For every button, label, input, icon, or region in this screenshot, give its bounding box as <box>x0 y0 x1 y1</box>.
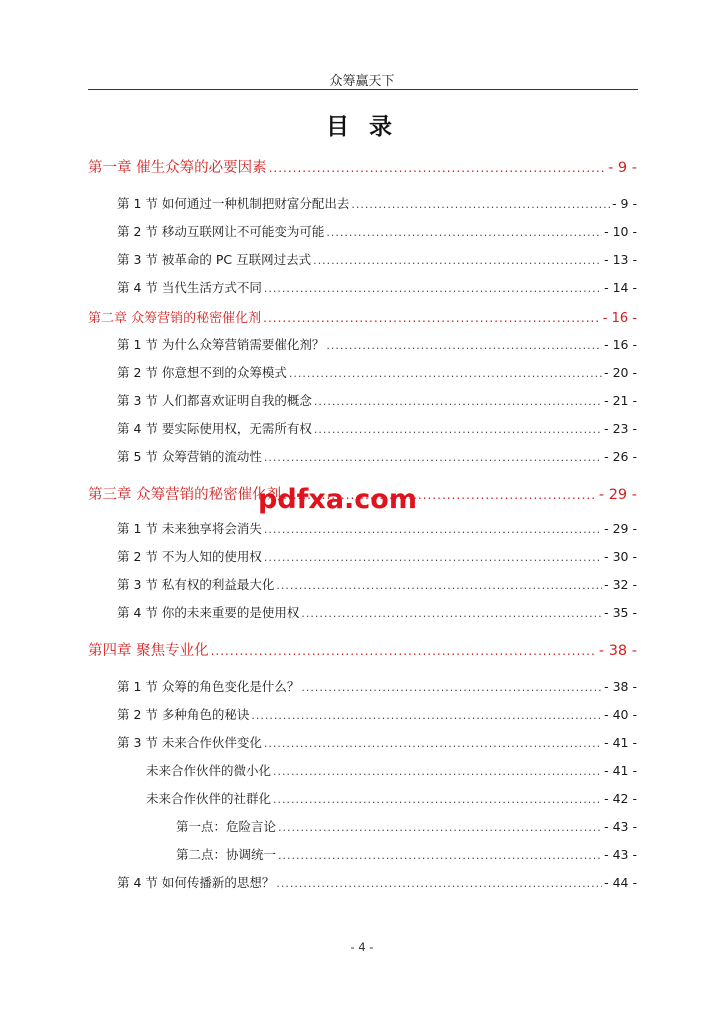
toc-section[interactable] <box>117 733 637 751</box>
dot-leader <box>264 451 602 464</box>
dot-leader <box>326 339 602 352</box>
dot-leader <box>301 681 602 694</box>
toc-label: 第 4 节 当代生活方式不同 <box>117 280 262 295</box>
toc-page: - 32 - <box>604 577 637 592</box>
toc-page: - 29 - <box>598 487 637 503</box>
page-number: - 4 - <box>350 940 374 954</box>
toc-page: - 42 - <box>604 791 637 806</box>
toc-section[interactable] <box>117 575 637 593</box>
toc-section[interactable] <box>117 250 637 268</box>
toc-label: 第 1 节 为什么众筹营销需要催化剂？ <box>117 337 325 352</box>
toc-page: - 16 - <box>602 311 637 326</box>
dot-leader <box>278 821 602 834</box>
dot-leader <box>264 737 602 750</box>
toc-label: 未来合作伙伴的微小化 <box>146 763 272 778</box>
toc-label: 第 3 节 人们都喜欢证明自我的概念 <box>117 393 312 408</box>
dot-leader <box>273 793 602 806</box>
toc-page: - 23 - <box>604 421 637 436</box>
toc-page: - 29 - <box>604 521 637 536</box>
dot-leader <box>326 226 602 239</box>
toc-section[interactable] <box>117 222 637 240</box>
toc-page: - 9 - <box>612 196 637 211</box>
toc-chapter[interactable] <box>88 639 637 660</box>
toc-section[interactable] <box>117 873 637 891</box>
watermark: pdfxa.com <box>258 484 417 515</box>
dot-leader <box>351 198 610 211</box>
toc-label: 第 2 节 你意想不到的众筹模式 <box>117 365 287 380</box>
toc-section[interactable] <box>117 705 637 723</box>
toc-page: - 38 - <box>598 643 637 659</box>
dot-leader <box>276 877 602 890</box>
toc-label: 第三章 众筹营销的秘密催化剂 <box>88 487 282 503</box>
toc-page: - 38 - <box>604 679 637 694</box>
toc-subsection[interactable] <box>146 789 637 807</box>
dot-leader <box>314 423 602 436</box>
toc-section[interactable] <box>117 194 637 212</box>
toc-point[interactable] <box>176 845 637 863</box>
toc-section[interactable] <box>117 677 637 695</box>
dot-leader <box>314 395 602 408</box>
toc-label: 第 2 节 移动互联网让不可能变为可能 <box>117 224 325 239</box>
toc-label: 第一点：危险言论 <box>176 819 277 834</box>
dot-leader <box>269 161 606 175</box>
toc-section[interactable] <box>117 363 637 381</box>
toc-page: - 16 - <box>604 337 637 352</box>
toc-section[interactable] <box>117 335 637 353</box>
dot-leader <box>301 607 602 620</box>
toc-page: - 9 - <box>608 160 637 176</box>
toc-section[interactable] <box>117 603 637 621</box>
toc-section[interactable] <box>117 547 637 565</box>
dot-leader <box>211 644 597 658</box>
dot-leader <box>264 282 602 295</box>
dot-leader <box>278 849 602 862</box>
toc-label: 第 4 节 你的未来重要的是使用权 <box>117 605 300 620</box>
dot-leader <box>276 579 602 592</box>
toc-page: - 26 - <box>604 449 637 464</box>
toc-label: 第一章 催生众筹的必要因素 <box>88 160 267 176</box>
toc-page: - 35 - <box>604 605 637 620</box>
toc-subsection[interactable] <box>146 761 637 779</box>
toc-label: 第 2 节 多种角色的秘诀 <box>117 707 250 722</box>
toc-point[interactable] <box>176 817 637 835</box>
dot-leader <box>289 367 602 380</box>
header-divider <box>88 89 638 90</box>
toc-label: 第四章 聚焦专业化 <box>88 643 209 659</box>
toc-label: 第 1 节 众筹的角色变化是什么？ <box>117 679 300 694</box>
toc-page: - 10 - <box>604 224 637 239</box>
toc-page: - 21 - <box>604 393 637 408</box>
toc-title: 目 录 <box>325 114 398 140</box>
toc-label: 第二点：协调统一 <box>176 847 277 862</box>
toc-page: - 20 - <box>604 365 637 380</box>
toc-page: - 40 - <box>604 707 637 722</box>
toc-label: 第 1 节 如何通过一种机制把财富分配出去 <box>117 196 350 211</box>
toc-label: 第 3 节 被革命的 PC 互联网过去式 <box>117 252 312 267</box>
toc-section[interactable] <box>117 447 637 465</box>
toc-label: 第二章 众筹营销的秘密催化剂 <box>88 311 262 326</box>
running-header: 众筹赢天下 <box>329 74 395 89</box>
toc-page: - 44 - <box>604 875 637 890</box>
dot-leader <box>264 551 602 564</box>
toc-label: 第 4 节 要实际使用权，无需所有权 <box>117 421 312 436</box>
toc-chapter[interactable] <box>88 307 637 326</box>
toc-label: 第 5 节 众筹营销的流动性 <box>117 449 262 464</box>
toc-page: - 43 - <box>604 819 637 834</box>
toc-label: 第 3 节 私有权的利益最大化 <box>117 577 275 592</box>
toc-page: - 30 - <box>604 549 637 564</box>
toc-label: 未来合作伙伴的社群化 <box>146 791 272 806</box>
toc-section[interactable] <box>117 391 637 409</box>
toc-chapter[interactable] <box>88 156 637 177</box>
dot-leader <box>263 311 601 325</box>
toc-label: 第 2 节 不为人知的使用权 <box>117 549 262 564</box>
toc-label: 第 3 节 未来合作伙伴变化 <box>117 735 262 750</box>
toc-section[interactable] <box>117 278 637 296</box>
toc-section[interactable] <box>117 419 637 437</box>
toc-page: - 13 - <box>604 252 637 267</box>
toc-page: - 14 - <box>604 280 637 295</box>
toc-label: 第 1 节 未来独享将会消失 <box>117 521 262 536</box>
toc-section[interactable] <box>117 519 637 537</box>
dot-leader <box>313 254 602 267</box>
toc-page: - 41 - <box>604 735 637 750</box>
dot-leader <box>273 765 602 778</box>
toc-page: - 43 - <box>604 847 637 862</box>
toc-page: - 41 - <box>604 763 637 778</box>
dot-leader <box>251 709 602 722</box>
toc-label: 第 4 节 如何传播新的思想？ <box>117 875 275 890</box>
dot-leader <box>264 523 602 536</box>
